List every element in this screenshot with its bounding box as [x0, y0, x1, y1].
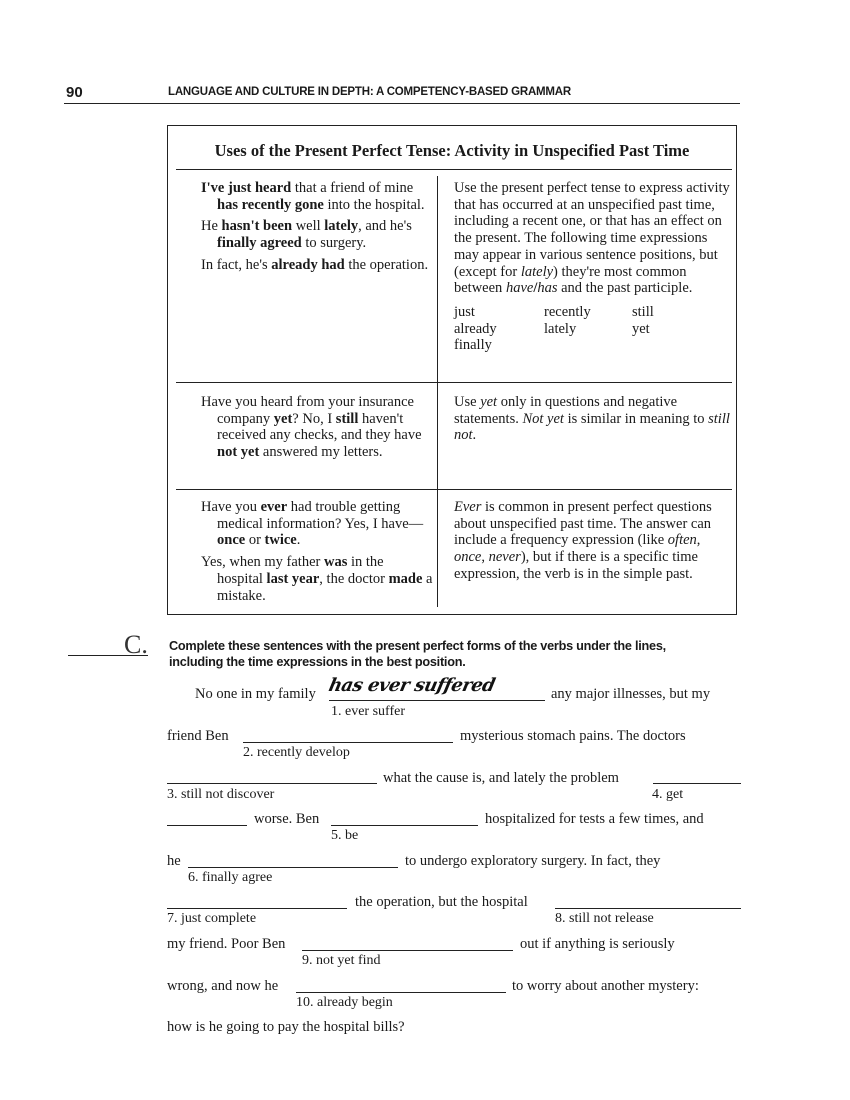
time-expression: yet — [632, 320, 650, 337]
handwritten-answer-1: has ever suffered — [326, 675, 497, 696]
row2-examples — [201, 394, 431, 466]
text-run: In fact, he's — [201, 256, 272, 273]
bold-text: / — [533, 280, 538, 297]
header-rule — [64, 103, 740, 104]
text-run: Use — [454, 394, 481, 410]
column-divider-1 — [437, 176, 438, 382]
text-run: only in questions and negative statements. — [454, 394, 678, 427]
text-run: , — [481, 549, 489, 566]
text-run: or — [245, 532, 265, 549]
verb-cue-5: 5. be — [331, 828, 359, 843]
running-head: LANGUAGE AND CULTURE IN DEPTH: A COMPETENCY-BASED GRAMMAR — [168, 86, 572, 98]
text-run: haven't received any checks, and they have — [217, 410, 422, 444]
italic-text: never — [488, 549, 521, 566]
text-run: . — [296, 532, 301, 549]
bold-text: made — [388, 570, 423, 587]
text-run: well — [292, 218, 325, 235]
sentence-text: friend Ben — [167, 728, 229, 744]
answer-blank-10[interactable] — [296, 992, 506, 993]
section-letter: C. — [124, 630, 148, 659]
answer-blank-1[interactable] — [329, 700, 545, 701]
example-sentence — [201, 394, 431, 461]
bold-text: yet — [273, 410, 293, 427]
text-run: , the doctor — [319, 570, 389, 587]
time-expression: already — [454, 320, 497, 337]
instruction-line-1: Complete these sentences with the present perfect forms of the verbs under the lines, — [169, 639, 666, 653]
text-run: Use the present perfect tense to express activity that has occurred at an unspecified past time, including a recent one, or that has an effect on the present. The following time expressions may appear in various sentence positions, but (except for — [454, 180, 730, 280]
column-divider-3 — [437, 489, 438, 607]
row2-explanation — [454, 394, 734, 444]
answer-blank-4[interactable] — [653, 783, 741, 784]
title-divider — [176, 169, 732, 170]
sentence-text: to worry about another mystery: — [512, 978, 699, 994]
answer-blank-4-continued[interactable] — [167, 825, 247, 826]
italic-text: once — [454, 549, 482, 566]
answer-blank-3[interactable] — [167, 783, 377, 784]
text-run: a mistake. — [217, 570, 433, 604]
text-run: Have you — [201, 499, 261, 515]
verb-cue-4: 4. get — [652, 787, 684, 802]
answer-blank-2[interactable] — [243, 742, 453, 743]
text-run: Yes, when my father — [201, 554, 324, 571]
row3-explanation-text — [454, 499, 734, 583]
italic-text: still not — [454, 410, 730, 444]
text-run: , and he's — [358, 218, 412, 235]
bold-text: once — [217, 532, 246, 549]
bold-text: ever — [260, 499, 288, 515]
column-divider-2 — [437, 382, 438, 489]
row1-explanation — [454, 180, 734, 354]
sentence-text: hospitalized for tests a few times, and — [485, 811, 704, 827]
row1-examples — [201, 180, 431, 279]
text-run: the operation. — [344, 256, 429, 273]
exercise-instructions — [169, 638, 666, 670]
verb-cue-6: 6. finally agree — [188, 870, 273, 885]
text-run: that a friend of mine — [291, 180, 414, 196]
italic-text: yet — [480, 394, 498, 410]
example-sentence — [201, 499, 433, 549]
text-run: is similar in meaning to — [563, 410, 709, 427]
italic-text: Not yet — [522, 410, 564, 427]
bold-text: lately — [324, 218, 359, 235]
bold-text: I've — [201, 180, 228, 196]
italic-text: often — [667, 532, 697, 549]
answer-blank-7[interactable] — [167, 908, 347, 909]
text-run: , — [696, 532, 701, 549]
sentence-text: worse. Ben — [254, 811, 320, 827]
example-sentence — [201, 218, 431, 251]
text-run: to surgery. — [301, 235, 367, 252]
sentence-text: No one in my family — [195, 686, 316, 702]
verb-cue-10: 10. already begin — [296, 995, 393, 1010]
bold-text: not yet — [217, 444, 260, 461]
sentence-text: he — [167, 853, 181, 869]
answer-blank-6[interactable] — [188, 867, 398, 868]
answer-blank-9[interactable] — [302, 950, 513, 951]
sentence-text: the operation, but the hospital — [355, 894, 528, 910]
text-run: is common in present perfect questions about unspecified past time. The answer can include a frequency expression (like — [454, 499, 712, 549]
italic-text: have — [505, 280, 534, 297]
text-run: . — [472, 427, 477, 444]
grammar-box-title: Uses of the Present Perfect Tense: Activity in Unspecified Past Time — [214, 141, 690, 160]
sentence-text: what the cause is, and lately the problem — [383, 770, 619, 786]
bold-text: was — [323, 554, 348, 571]
verb-cue-9: 9. not yet find — [302, 953, 381, 968]
verb-cue-7: 7. just complete — [167, 911, 257, 926]
bold-text: has recently gone — [217, 196, 324, 213]
instruction-line-2: including the time expressions in the best position. — [169, 655, 466, 669]
answer-blank-5[interactable] — [331, 825, 478, 826]
row3-examples — [201, 499, 433, 609]
sentence-text: out if anything is seriously — [520, 936, 675, 952]
time-expression: finally — [454, 337, 492, 354]
bold-text: last year — [266, 570, 320, 587]
italic-text: Ever — [454, 499, 482, 515]
text-run: Have you heard from your insurance company — [201, 394, 414, 427]
row3-explanation — [454, 499, 734, 583]
italic-text: has — [537, 280, 558, 297]
text-run: into the hospital. — [323, 196, 425, 213]
answer-blank-8[interactable] — [555, 908, 741, 909]
row1-explanation-text — [454, 180, 734, 297]
time-expression-list — [454, 304, 734, 354]
sentence-text: any major illnesses, but my — [551, 686, 711, 702]
text-run: had trouble getting medical information? Yes, I have— — [217, 499, 424, 532]
row2-explanation-text — [454, 394, 734, 444]
sentence-text: how is he going to pay the hospital bills? — [167, 1019, 405, 1035]
time-expression: recently — [544, 303, 591, 320]
bold-text: finally agreed — [217, 235, 302, 252]
italic-text: lately — [520, 263, 554, 280]
text-run: ? No, I — [292, 410, 336, 427]
row-divider-1 — [176, 382, 732, 383]
text-run: He — [201, 218, 222, 235]
verb-cue-1: 1. ever suffer — [331, 704, 405, 719]
text-run: and the past participle. — [557, 280, 693, 297]
text-run: in the hospital — [217, 554, 384, 587]
bold-text: hasn't been — [221, 218, 293, 235]
bold-text: already had — [271, 256, 345, 273]
bold-text: still — [335, 410, 359, 427]
verb-cue-8: 8. still not release — [555, 911, 654, 926]
sentence-text: my friend. Poor Ben — [167, 936, 286, 952]
example-sentence — [201, 257, 431, 274]
verb-cue-2: 2. recently develop — [243, 745, 350, 760]
bold-text: just heard — [227, 180, 292, 196]
example-sentence — [201, 554, 433, 604]
page-number: 90 — [66, 84, 83, 101]
example-sentence — [201, 180, 431, 213]
text-run: answered my letters. — [259, 444, 383, 461]
row-divider-2 — [176, 489, 732, 490]
sentence-text: mysterious stomach pains. The doctors — [460, 728, 686, 744]
text-run: ), but if there is a specific time expression, the verb is in the simple past. — [454, 549, 698, 582]
time-expression: lately — [544, 320, 577, 337]
sentence-text: wrong, and now he — [167, 978, 279, 994]
time-expression: just — [454, 303, 475, 320]
sentence-text: to undergo exploratory surgery. In fact, they — [405, 853, 661, 869]
bold-text: twice — [264, 532, 297, 549]
time-expression: still — [632, 303, 654, 320]
verb-cue-3: 3. still not discover — [167, 787, 275, 802]
text-run: ) they're most common between — [454, 263, 687, 297]
